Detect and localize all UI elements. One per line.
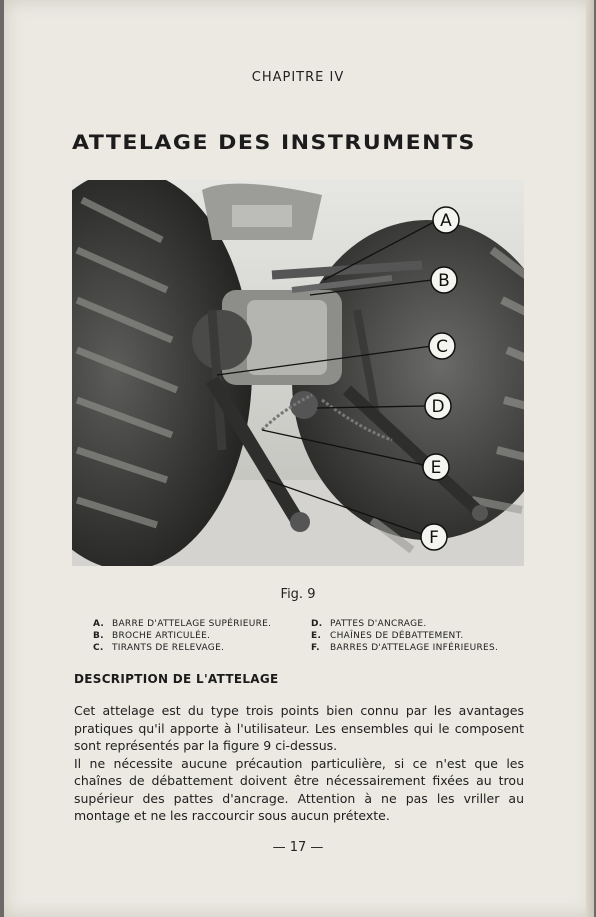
legend-key: A. — [93, 619, 105, 629]
callout-c-label: C — [436, 337, 448, 357]
legend-item — [93, 630, 271, 642]
callout-a-label: A — [440, 211, 452, 231]
callout-e-label: E — [430, 458, 442, 478]
legend-text: BARRES D'ATTELAGE INFÉRIEURES. — [330, 643, 499, 653]
legend-key: D. — [311, 619, 323, 629]
chapter-heading: CHAPITRE IV — [251, 70, 345, 85]
callout-f-label: F — [429, 528, 439, 548]
legend-key: B. — [93, 631, 104, 641]
callout-b-label: B — [438, 271, 450, 291]
legend-key: C. — [93, 643, 104, 653]
legend-item — [311, 630, 498, 642]
tractor-hitch-photo — [72, 180, 524, 566]
legend-item — [311, 642, 498, 654]
legend-item — [311, 618, 498, 630]
figure-caption: Fig. 9 — [280, 587, 316, 602]
figure-legend-right — [311, 618, 498, 654]
paragraph: Cet attelage est du type trois points bien connu par les avantages pratiques qu'il apporte à l'utilisateur. Les ensembles qui le composent sont représentés par la figure 9 ci-dessus. — [74, 703, 524, 753]
legend-item — [93, 642, 271, 654]
page-number: — 17 — — [272, 840, 324, 855]
paragraph: Il ne nécessite aucune précaution particulière, si ce n'est que les chaînes de débattement doivent être nécessairement fixées au trou supérieur des pattes d'ancrage. Attention à ne pas les vriller au montage et ne les raccourcir sous aucun prétexte. — [74, 755, 524, 823]
body-text — [74, 702, 524, 825]
legend-item — [93, 618, 271, 630]
figure-legend-left — [93, 618, 271, 654]
section-heading: DESCRIPTION DE L'ATTELAGE — [74, 672, 279, 686]
legend-key: E. — [311, 631, 322, 641]
legend-text: PATTES D'ANCRAGE. — [330, 619, 427, 629]
page-title: ATTELAGE DES INSTRUMENTS — [72, 132, 476, 155]
legend-text: BARRE D'ATTELAGE SUPÉRIEURE. — [112, 619, 272, 629]
legend-key: F. — [311, 643, 320, 653]
legend-text: CHAÎNES DE DÉBATTEMENT. — [330, 631, 464, 641]
callout-d-label: D — [431, 397, 445, 417]
legend-text: BROCHE ARTICULÉE. — [112, 631, 211, 641]
page-edge — [586, 0, 594, 917]
legend-text: TIRANTS DE RELEVAGE. — [112, 643, 225, 653]
